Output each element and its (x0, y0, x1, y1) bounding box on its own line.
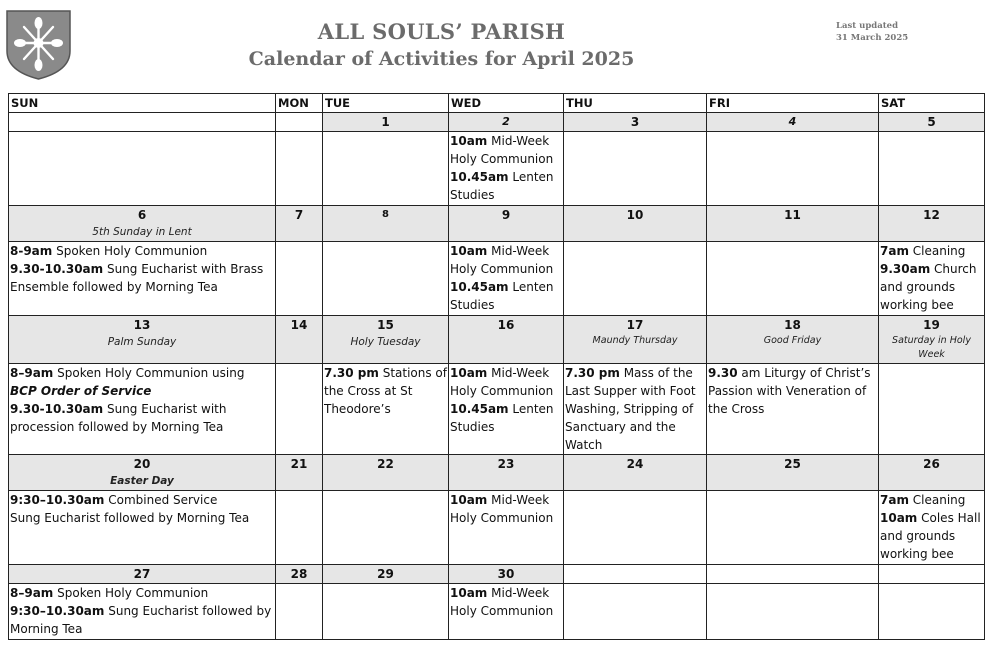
events-cell (449, 364, 564, 455)
events-cell (276, 132, 323, 206)
events-cell (276, 491, 323, 565)
calendar-table (8, 93, 985, 640)
date-cell: 1 (323, 113, 449, 132)
events-row (9, 364, 985, 455)
event-item: 10am Mid-Week Holy Communion (450, 586, 554, 618)
event-item: Sung Eucharist followed by Morning Tea (10, 511, 250, 525)
date-cell: 6 5th Sunday in Lent (9, 206, 276, 242)
events-cell (707, 364, 879, 455)
events-cell (9, 584, 276, 640)
occasion-label: Maundy Thursday (592, 335, 678, 346)
events-cell (564, 364, 707, 455)
events-cell (707, 132, 879, 206)
date-row (9, 316, 985, 364)
occasion-label: Good Friday (763, 335, 822, 346)
events-row (9, 491, 985, 565)
events-cell (879, 584, 985, 640)
events-row (9, 584, 985, 640)
date-cell (276, 113, 323, 132)
event-item: 10am Mid-Week Holy Communion (450, 366, 554, 398)
events-cell (449, 584, 564, 640)
events-cell (323, 491, 449, 565)
last-updated-label: Last updated (836, 21, 899, 31)
events-cell (707, 491, 879, 565)
events-cell (323, 132, 449, 206)
events-cell (9, 364, 276, 455)
events-cell (879, 242, 985, 316)
date-cell: 22 (323, 455, 449, 491)
events-cell (564, 584, 707, 640)
event-item: 9.30-10.30am Sung Eucharist with procession followed by Morning Tea (10, 402, 227, 434)
events-cell (564, 132, 707, 206)
event-item: 7am Cleaning (880, 244, 966, 258)
event-item: 8–9am Spoken Holy Communion using (10, 366, 245, 380)
date-cell (879, 565, 985, 584)
events-cell (707, 584, 879, 640)
date-cell: 24 (564, 455, 707, 491)
event-item: BCP Order of Service (10, 384, 152, 398)
events-cell (276, 584, 323, 640)
events-cell (323, 364, 449, 455)
occasion-label: Saturday in Holy Week (892, 335, 971, 360)
date-cell: 17 Maundy Thursday (564, 316, 707, 364)
date-cell: 29 (323, 565, 449, 584)
date-cell: 30 (449, 565, 564, 584)
events-cell (276, 364, 323, 455)
date-cell: 15 Holy Tuesday (323, 316, 449, 364)
page-title: ALL SOULS’ PARISH (317, 19, 566, 44)
occasion-label: 5th Sunday in Lent (92, 226, 192, 238)
date-cell: 18 Good Friday (707, 316, 879, 364)
event-item: 8–9am Spoken Holy Communion (10, 586, 209, 600)
date-cell: 23 (449, 455, 564, 491)
weekday-mon: MON (276, 94, 323, 113)
event-item: 7.30 pm Mass of the Last Supper with Foot Washing, Stripping of Sanctuary and the Watch (565, 366, 696, 452)
date-cell: 26 (879, 455, 985, 491)
occasion-label: Easter Day (110, 475, 174, 487)
date-cell (9, 113, 276, 132)
date-row (9, 113, 985, 132)
date-cell: 11 (707, 206, 879, 242)
date-cell: 16 (449, 316, 564, 364)
date-cell: 3 (564, 113, 707, 132)
date-cell: 2 (449, 113, 564, 132)
date-cell: 7 (276, 206, 323, 242)
events-cell (707, 242, 879, 316)
events-cell (564, 242, 707, 316)
event-item: 10.45am Lenten Studies (450, 170, 554, 202)
weekday-sun: SUN (9, 94, 276, 113)
last-updated-date: 31 March 2025 (836, 33, 909, 43)
date-cell (564, 565, 707, 584)
occasion-label: Palm Sunday (107, 336, 177, 348)
date-cell: 28 (276, 565, 323, 584)
date-cell: 25 (707, 455, 879, 491)
weekday-sat: SAT (879, 94, 985, 113)
date-cell: 5 (879, 113, 985, 132)
events-cell (879, 364, 985, 455)
events-cell (9, 491, 276, 565)
date-cell: 9 (449, 206, 564, 242)
events-cell (449, 132, 564, 206)
events-cell (564, 491, 707, 565)
event-item: 7am Cleaning (880, 493, 966, 507)
event-item: 10am Coles Hall and grounds working bee (880, 511, 981, 561)
date-cell (707, 565, 879, 584)
occasion-label: Holy Tuesday (350, 336, 421, 348)
events-cell (323, 242, 449, 316)
event-item: 10.45am Lenten Studies (450, 402, 554, 434)
date-cell: 13 Palm Sunday (9, 316, 276, 364)
date-row (9, 455, 985, 491)
events-cell (276, 242, 323, 316)
event-item: 8-9am Spoken Holy Communion (10, 244, 208, 258)
events-cell (449, 242, 564, 316)
date-cell: 27 (9, 565, 276, 584)
weekday-fri: FRI (707, 94, 879, 113)
events-row (9, 132, 985, 206)
events-cell (449, 491, 564, 565)
date-cell: 19 Saturday in Holy Week (879, 316, 985, 364)
date-cell: 8 (323, 206, 449, 242)
event-item: 9:30–10.30am Sung Eucharist followed by Morning Tea (10, 604, 272, 636)
weekday-thu: THU (564, 94, 707, 113)
events-cell (9, 242, 276, 316)
page-subtitle: Calendar of Activities for April 2025 (248, 48, 635, 70)
event-item: 9.30-10.30am Sung Eucharist with Brass Ensemble followed by Morning Tea (10, 262, 264, 294)
events-cell (9, 132, 276, 206)
date-row (9, 206, 985, 242)
event-item: 10am Mid-Week Holy Communion (450, 493, 554, 525)
last-updated (836, 20, 908, 44)
event-item: 9.30 am Liturgy of Christ’s Passion with Veneration of the Cross (708, 366, 871, 416)
events-cell (879, 491, 985, 565)
date-cell: 21 (276, 455, 323, 491)
date-cell: 4 (707, 113, 879, 132)
event-item: 10.45am Lenten Studies (450, 280, 554, 312)
event-item: 10am Mid-Week Holy Communion (450, 244, 554, 276)
events-cell (323, 584, 449, 640)
date-cell: 10 (564, 206, 707, 242)
events-cell (879, 132, 985, 206)
event-item: 7.30 pm Stations of the Cross at St Theodore’s (324, 366, 447, 416)
events-row (9, 242, 985, 316)
date-cell: 12 (879, 206, 985, 242)
event-item: 10am Mid-Week Holy Communion (450, 134, 554, 166)
weekday-header-row (9, 94, 985, 113)
weekday-wed: WED (449, 94, 564, 113)
date-row (9, 565, 985, 584)
date-cell: 20 Easter Day (9, 455, 276, 491)
event-item: 9:30–10.30am Combined Service (10, 493, 218, 507)
event-item: 9.30am Church and grounds working bee (880, 262, 977, 312)
weekday-tue: TUE (323, 94, 449, 113)
date-cell: 14 (276, 316, 323, 364)
